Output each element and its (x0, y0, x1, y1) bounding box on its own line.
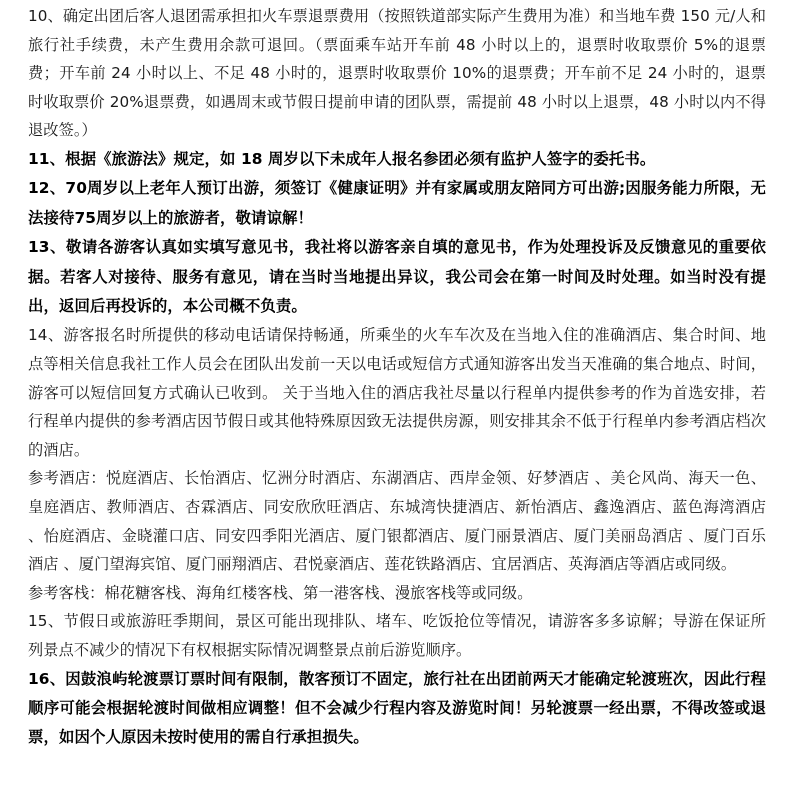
clause-12-senior-travel: 12、70周岁以上老年人预订出游，须签订《健康证明》并有家属或朋友陪同方可出游;因服务能力所限，无法接待75周岁以上的旅游者，敬请谅解！ (28, 179, 766, 227)
clause-10-refund-policy: 10、确定出团后客人退团需承担扣火车票退票费用（按照铁道部实际产生费用为准）和当地车费 150 元/人和旅行社手续费，未产生费用余款可退回。（票面乘车站开车前 48 小时以上的，退票时收取票价 5%的退票费；开车前 24 小时以上、不足 48 小时的，退票时收取票价 10%的退票费；开车前不足 24 小时的，退票时收取票价 20%退票费，如遇周末或节假日提前申请的团队票，需提前 48 小时以上退票，48 小时以内不得退改签。） (28, 7, 766, 140)
clause-14-contact-and-hotel: 14、游客报名时所提供的移动电话请保持畅通，所乘坐的火车车次及在当地入住的准确酒店、集合时间、地点等相关信息我社工作人员会在团队出发前一天以电话或短信方式通知游客出发当天准确的集合地点、时间，游客可以短信回复方式确认已收到。 关于当地入住的酒店我社尽量以行程单内提供参考的作为首选安排，若行程单内提供的参考酒店因节假日或其他特殊原因致无法提供房源，则安排其余不低于行程单内参考酒店档次的酒店。 (28, 326, 766, 459)
reference-hotels-list: 参考酒店：悦庭酒店、长怡酒店、忆洲分时酒店、东湖酒店、西岸金领、好梦酒店 、美仑风尚、海天一色、皇庭酒店、教师酒店、杏霖酒店、同安欣欣旺酒店、东城湾快捷酒店、新怡酒店、鑫逸酒店、蓝色海湾酒店 、怡庭酒店、金晓灌口店、同安四季阳光酒店、厦门银都酒店、厦门丽景酒店、厦门美丽岛酒店 、厦门百乐酒店 、厦门望海宾馆、厦门丽翔酒店、君悦豪酒店、莲花铁路酒店、宜居酒店、英海酒店等酒店或同级。 (28, 469, 766, 574)
clause-16-ferry-ticket: 16、因鼓浪屿轮渡票订票时间有限制，散客预订不固定，旅行社在出团前两天才能确定轮渡班次，因此行程顺序可能会根据轮渡时间做相应调整！但不会减少行程内容及游览时间！另轮渡票一经出票，不得改签或退票，如因个人原因未按时使用的需自行承担损失。 (28, 669, 766, 747)
clause-11-minor-consent: 11、根据《旅游法》规定，如 18 周岁以下未成年人报名参团必须有监护人签字的委托书。 (28, 149, 656, 168)
reference-inns-list: 参考客栈：棉花糖客栈、海角红楼客栈、第一港客栈、漫旅客栈等或同级。 (28, 583, 533, 602)
clause-13-feedback-form: 13、敬请各游客认真如实填写意见书，我社将以游客亲自填的意见书，作为处理投诉及反馈意见的重要依据。若客人对接待、服务有意见，请在当时当地提出异议，我公司会在第一时间及时处理。如当时没有提出，返回后再投诉的，本公司概不负责。 (28, 238, 766, 315)
clause-15-holiday-notice: 15、节假日或旅游旺季期间，景区可能出现排队、堵车、吃饭抢位等情况，请游客多多谅解；导游在保证所列景点不减少的情况下有权根据实际情况调整景点前后游览顺序。 (28, 612, 766, 659)
